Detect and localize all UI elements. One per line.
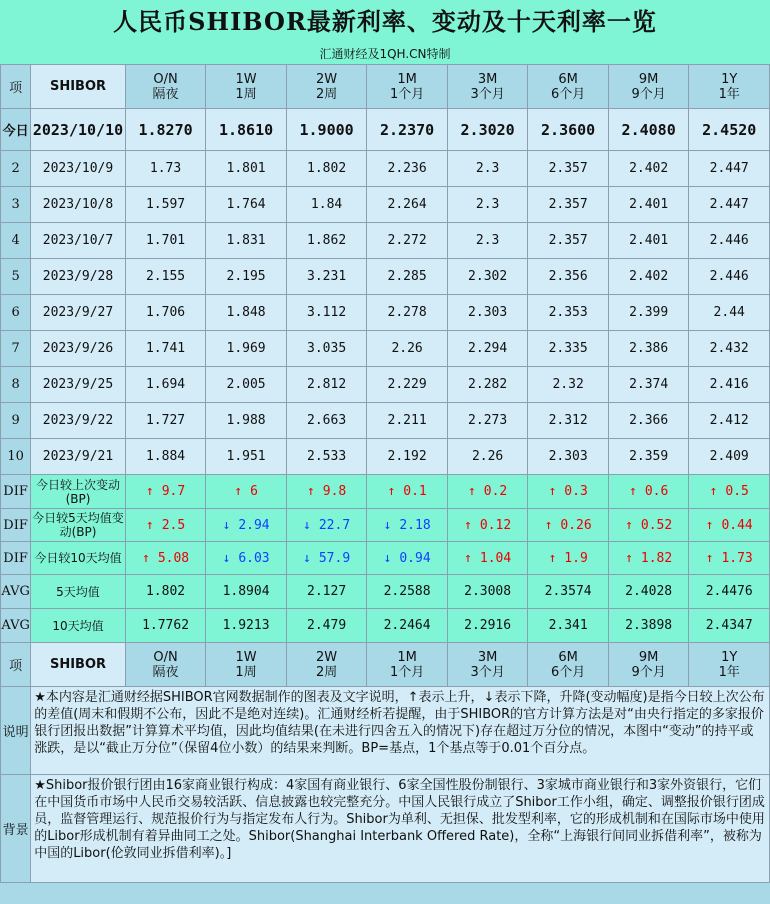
down-arrow-icon: ↓ — [383, 550, 392, 566]
avg-cell: 1.8904 — [206, 575, 287, 609]
avg-cell: 1.7762 — [125, 609, 206, 643]
up-arrow-icon: ↑ — [467, 484, 476, 499]
avg-cell: 2.3008 — [447, 575, 528, 609]
date-cell: 2023/9/21 — [31, 439, 126, 475]
dif-value: 1.82 — [640, 550, 673, 566]
page-subtitle: 汇通财经及1QH.CN特制 — [0, 44, 770, 64]
column-code: 9M — [638, 71, 659, 87]
dif-value: 6.03 — [238, 550, 270, 566]
rate-cell: 2.357 — [528, 151, 609, 187]
rate-cell: 2.32 — [528, 367, 609, 403]
rate-cell: 1.862 — [286, 223, 367, 259]
row-label: DIF — [1, 509, 31, 542]
down-arrow-icon: ↓ — [222, 550, 231, 566]
dif-value: 1.9 — [564, 550, 588, 566]
table-row — [1, 187, 770, 223]
rate-cell: 1.9000 — [286, 109, 367, 151]
rate-cell: 1.727 — [125, 403, 206, 439]
rate-cell: 3.035 — [286, 331, 367, 367]
avg-cell: 2.2464 — [367, 609, 448, 643]
rate-cell: 1.764 — [206, 187, 287, 223]
avg-cell: 2.479 — [286, 609, 367, 643]
rate-cell: 2.3600 — [528, 109, 609, 151]
table-row — [1, 475, 770, 509]
column-code: 1Y — [721, 71, 738, 87]
table-row — [1, 542, 770, 575]
dif-cell — [689, 509, 770, 542]
avg-label: 5天均值 — [31, 575, 126, 609]
row-label: 项 — [1, 643, 31, 687]
up-arrow-icon: ↑ — [464, 550, 472, 566]
rate-cell: 2.399 — [608, 295, 689, 331]
row-label: 9 — [1, 403, 31, 439]
dif-label: 今日较上次变动(BP) — [31, 475, 126, 509]
dif-value: 1.04 — [479, 550, 512, 566]
rate-cell: 2.26 — [447, 439, 528, 475]
date-cell: 2023/9/27 — [31, 295, 126, 331]
table-row — [1, 439, 770, 475]
rate-cell: 2.192 — [367, 439, 448, 475]
up-arrow-icon: ↑ — [145, 517, 154, 533]
up-arrow-icon: ↑ — [709, 484, 718, 499]
dif-value: 2.5 — [161, 517, 186, 533]
dif-cell — [689, 475, 770, 509]
rate-cell: 2.663 — [286, 403, 367, 439]
rate-cell: 2.272 — [367, 223, 448, 259]
table-row — [1, 109, 770, 151]
rate-cell: 2.432 — [689, 331, 770, 367]
rate-cell: 2.447 — [689, 151, 770, 187]
row-label: DIF — [1, 542, 31, 575]
avg-label: 10天均值 — [31, 609, 126, 643]
rate-cell: 2.446 — [689, 223, 770, 259]
rate-cell: 1.951 — [206, 439, 287, 475]
row-label: AVG — [1, 575, 31, 609]
column-header — [367, 65, 448, 109]
column-code: 2W — [316, 71, 338, 87]
table-row — [1, 295, 770, 331]
dif-value: 2.94 — [238, 517, 270, 533]
dif-cell — [367, 542, 448, 575]
table-row — [1, 775, 770, 883]
table-row — [1, 509, 770, 542]
up-arrow-icon: ↑ — [625, 517, 633, 533]
avg-cell: 2.2588 — [367, 575, 448, 609]
row-label: 6 — [1, 295, 31, 331]
avg-cell: 2.4347 — [689, 609, 770, 643]
row-label: 5 — [1, 259, 31, 295]
dif-value: 0.94 — [399, 550, 431, 566]
dif-cell — [528, 475, 609, 509]
column-code: O/N — [153, 649, 178, 665]
dif-value: 0.6 — [644, 484, 669, 499]
dif-value: 22.7 — [318, 517, 351, 533]
rate-cell: 2.366 — [608, 403, 689, 439]
column-name: 3个月 — [470, 664, 505, 680]
column-header — [286, 65, 367, 109]
dif-value: 0.3 — [564, 484, 588, 499]
dif-cell — [286, 509, 367, 542]
column-header — [447, 65, 528, 109]
dif-cell — [286, 542, 367, 575]
column-name: 3个月 — [470, 86, 505, 102]
dif-value: 5.08 — [157, 550, 190, 566]
table-row — [1, 609, 770, 643]
rate-cell: 1.988 — [206, 403, 287, 439]
column-name: 隔夜 — [152, 86, 179, 102]
column-name: 9个月 — [631, 664, 666, 680]
rate-cell: 1.597 — [125, 187, 206, 223]
up-arrow-icon: ↑ — [548, 550, 557, 566]
column-header — [689, 65, 770, 109]
rate-cell: 2.285 — [367, 259, 448, 295]
dif-cell — [447, 475, 528, 509]
row-label: 3 — [1, 187, 31, 223]
rate-cell: 2.357 — [528, 187, 609, 223]
column-name: 2周 — [315, 86, 338, 102]
avg-cell: 1.802 — [125, 575, 206, 609]
dif-cell — [447, 509, 528, 542]
rate-cell: 2.353 — [528, 295, 609, 331]
dif-value: 9.7 — [161, 484, 186, 499]
down-arrow-icon: ↓ — [303, 517, 311, 533]
rate-cell: 2.335 — [528, 331, 609, 367]
dif-value: 57.9 — [318, 550, 351, 566]
table-row — [1, 643, 770, 687]
column-code: 3M — [477, 649, 498, 665]
rate-cell: 2.3 — [447, 223, 528, 259]
rate-cell: 2.4080 — [608, 109, 689, 151]
column-header — [367, 643, 448, 687]
avg-cell: 1.9213 — [206, 609, 287, 643]
dif-value: 0.26 — [560, 517, 592, 533]
rate-cell: 2.26 — [367, 331, 448, 367]
rate-cell: 2.264 — [367, 187, 448, 223]
rate-cell: 1.884 — [125, 439, 206, 475]
up-arrow-icon: ↑ — [145, 484, 154, 499]
dif-value: 0.5 — [725, 484, 749, 499]
dif-cell — [367, 475, 448, 509]
column-name: 1周 — [235, 664, 257, 680]
rate-cell: 2.2370 — [367, 109, 448, 151]
column-header — [447, 643, 528, 687]
rate-cell: 2.294 — [447, 331, 528, 367]
row-label: 今日 — [1, 109, 31, 151]
rate-cell: 2.359 — [608, 439, 689, 475]
rate-cell: 2.3 — [447, 151, 528, 187]
rate-cell: 2.401 — [608, 223, 689, 259]
column-name: 1个月 — [389, 664, 425, 680]
dif-value: 0.12 — [479, 517, 512, 533]
rate-cell: 2.303 — [528, 439, 609, 475]
date-cell: 2023/9/22 — [31, 403, 126, 439]
rate-cell: 2.409 — [689, 439, 770, 475]
header-key: SHIBOR — [31, 65, 126, 109]
rate-cell: 1.706 — [125, 295, 206, 331]
column-name: 隔夜 — [152, 664, 179, 680]
date-cell: 2023/10/7 — [31, 223, 126, 259]
dif-label: 今日较5天均值变动(BP) — [31, 509, 126, 542]
rate-cell: 1.84 — [286, 187, 367, 223]
shibor-table — [0, 64, 770, 883]
dif-cell — [206, 542, 287, 575]
row-label: 项 — [1, 65, 31, 109]
rate-cell: 1.741 — [125, 331, 206, 367]
rate-cell: 2.4520 — [689, 109, 770, 151]
row-label: AVG — [1, 609, 31, 643]
rate-cell: 2.195 — [206, 259, 287, 295]
column-header — [528, 65, 609, 109]
column-name: 1个月 — [389, 86, 425, 102]
rate-cell: 2.386 — [608, 331, 689, 367]
rate-cell: 1.8610 — [206, 109, 287, 151]
date-cell: 2023/10/8 — [31, 187, 126, 223]
dif-cell — [125, 542, 206, 575]
dif-cell — [367, 509, 448, 542]
rate-cell: 2.155 — [125, 259, 206, 295]
notes-label: 说明 — [1, 687, 31, 775]
column-name: 1周 — [235, 86, 257, 102]
column-name: 6个月 — [550, 86, 586, 102]
background-text: ★Shibor报价银行团由16家商业银行构成：4家国有商业银行、6家全国性股份制银行、3家城市商业银行和3家外资银行，它们在中国货币市场中人民币交易较活跃、信息披露也较完整充分。中国人民银行成立了Shibor工作小组，确定、调整报价银行团成员，监督管理运行、规范报价行为与指定发布人行为。Shibor为单利、无担保、批发型利率，它的形成机制和在国际市场中使用的Libor形成机制有着异曲同工之处。Shibor(Shanghai Interbank Offered Rate)，全称“上海银行间同业拆借利率”，被称为中国的Libor(伦敦同业拆借利率)。] — [31, 775, 770, 883]
column-header — [125, 65, 206, 109]
rate-cell: 2.412 — [689, 403, 770, 439]
dif-value: 6 — [250, 484, 258, 499]
dif-cell — [125, 509, 206, 542]
avg-cell: 2.3898 — [608, 609, 689, 643]
rate-cell: 3.231 — [286, 259, 367, 295]
rate-cell: 2.533 — [286, 439, 367, 475]
table-row — [1, 403, 770, 439]
column-header — [608, 643, 689, 687]
header-key: SHIBOR — [31, 643, 126, 687]
dif-value: 0.2 — [483, 484, 508, 499]
rate-cell: 1.831 — [206, 223, 287, 259]
rate-cell: 2.3 — [447, 187, 528, 223]
up-arrow-icon: ↑ — [387, 484, 396, 499]
column-header — [286, 643, 367, 687]
up-arrow-icon: ↑ — [234, 484, 243, 499]
rate-cell: 2.416 — [689, 367, 770, 403]
up-arrow-icon: ↑ — [306, 484, 315, 499]
dif-value: 1.73 — [721, 550, 753, 566]
up-arrow-icon: ↑ — [141, 550, 150, 566]
column-header — [528, 643, 609, 687]
row-label: 8 — [1, 367, 31, 403]
dif-value: 0.52 — [640, 517, 673, 533]
dif-cell — [206, 475, 287, 509]
table-row — [1, 367, 770, 403]
column-name: 2周 — [315, 664, 338, 680]
column-code: 6M — [558, 649, 578, 665]
rate-cell: 2.44 — [689, 295, 770, 331]
avg-cell: 2.4028 — [608, 575, 689, 609]
rate-cell: 2.302 — [447, 259, 528, 295]
rate-cell: 3.112 — [286, 295, 367, 331]
table-row — [1, 331, 770, 367]
table-row — [1, 65, 770, 109]
column-header — [125, 643, 206, 687]
rate-cell: 2.3020 — [447, 109, 528, 151]
rate-cell: 2.273 — [447, 403, 528, 439]
row-label: 4 — [1, 223, 31, 259]
column-header — [608, 65, 689, 109]
row-label: 10 — [1, 439, 31, 475]
rate-cell: 2.278 — [367, 295, 448, 331]
up-arrow-icon: ↑ — [464, 517, 472, 533]
rate-cell: 2.447 — [689, 187, 770, 223]
date-cell: 2023/10/9 — [31, 151, 126, 187]
rate-cell: 2.357 — [528, 223, 609, 259]
rate-cell: 2.211 — [367, 403, 448, 439]
up-arrow-icon: ↑ — [628, 484, 637, 499]
rate-cell: 2.282 — [447, 367, 528, 403]
rate-cell: 2.005 — [206, 367, 287, 403]
rate-cell: 2.446 — [689, 259, 770, 295]
dif-cell — [286, 475, 367, 509]
dif-cell — [447, 542, 528, 575]
rate-cell: 2.312 — [528, 403, 609, 439]
dif-value: 0.1 — [403, 484, 427, 499]
dif-value: 2.18 — [399, 517, 431, 533]
table-row — [1, 575, 770, 609]
column-code: 1W — [235, 71, 257, 87]
column-code: 1M — [397, 649, 417, 665]
column-code: 1W — [235, 649, 257, 665]
avg-cell: 2.341 — [528, 609, 609, 643]
down-arrow-icon: ↓ — [303, 550, 311, 566]
table-row — [1, 259, 770, 295]
column-code: 9M — [638, 649, 659, 665]
column-code: 1M — [397, 71, 417, 87]
column-name: 9个月 — [631, 86, 666, 102]
date-cell: 2023/10/10 — [31, 109, 126, 151]
column-code: O/N — [153, 71, 178, 87]
dif-cell — [608, 542, 689, 575]
up-arrow-icon: ↑ — [705, 550, 714, 566]
dif-value: 9.8 — [322, 484, 347, 499]
dif-cell — [206, 509, 287, 542]
table-row — [1, 223, 770, 259]
background-label: 背景 — [1, 775, 31, 883]
up-arrow-icon: ↑ — [705, 517, 714, 533]
rate-cell: 2.229 — [367, 367, 448, 403]
rate-cell: 1.73 — [125, 151, 206, 187]
date-cell: 2023/9/28 — [31, 259, 126, 295]
row-label: 2 — [1, 151, 31, 187]
up-arrow-icon: ↑ — [548, 484, 557, 499]
avg-cell: 2.3574 — [528, 575, 609, 609]
dif-cell — [125, 475, 206, 509]
column-name: 6个月 — [550, 664, 586, 680]
rate-cell: 2.402 — [608, 259, 689, 295]
rate-cell: 1.694 — [125, 367, 206, 403]
column-code: 6M — [558, 71, 578, 87]
dif-cell — [608, 475, 689, 509]
avg-cell: 2.127 — [286, 575, 367, 609]
up-arrow-icon: ↑ — [544, 517, 553, 533]
rate-cell: 1.701 — [125, 223, 206, 259]
rate-cell: 2.374 — [608, 367, 689, 403]
dif-cell — [528, 542, 609, 575]
rate-cell: 1.8270 — [125, 109, 206, 151]
table-row — [1, 151, 770, 187]
dif-value: 0.44 — [721, 517, 753, 533]
date-cell: 2023/9/25 — [31, 367, 126, 403]
column-name: 1年 — [718, 86, 740, 102]
dif-label: 今日较10天均值 — [31, 542, 126, 575]
column-code: 3M — [477, 71, 498, 87]
avg-cell: 2.2916 — [447, 609, 528, 643]
rate-cell: 1.969 — [206, 331, 287, 367]
row-label: DIF — [1, 475, 31, 509]
column-header — [206, 643, 287, 687]
dif-cell — [608, 509, 689, 542]
column-header — [206, 65, 287, 109]
rate-cell: 2.401 — [608, 187, 689, 223]
avg-cell: 2.4476 — [689, 575, 770, 609]
rate-cell: 1.801 — [206, 151, 287, 187]
up-arrow-icon: ↑ — [625, 550, 633, 566]
dif-cell — [689, 542, 770, 575]
rate-cell: 2.303 — [447, 295, 528, 331]
column-code: 1Y — [721, 649, 738, 665]
rate-cell: 2.356 — [528, 259, 609, 295]
down-arrow-icon: ↓ — [222, 517, 231, 533]
page-title: 人民币SHIBOR最新利率、变动及十天利率一览 — [0, 0, 770, 44]
table-row — [1, 687, 770, 775]
column-name: 1年 — [718, 664, 740, 680]
row-label: 7 — [1, 331, 31, 367]
rate-cell: 1.848 — [206, 295, 287, 331]
column-header — [689, 643, 770, 687]
dif-cell — [528, 509, 609, 542]
rate-cell: 2.402 — [608, 151, 689, 187]
column-code: 2W — [316, 649, 338, 665]
rate-cell: 2.812 — [286, 367, 367, 403]
notes-text: ★本内容是汇通财经据SHIBOR官网数据制作的图表及文字说明，↑表示上升，↓表示下降，升降(变动幅度)是指今日较上次公布的差值(周末和假期不公布，因此不是绝对连续)。汇通财经析若提醒，由于SHIBOR的官方计算方法是对“由央行指定的多家报价银行团报出数据”计算算术平均值，因此均值结果(在未进行四舍五入的情况下)存在超过万分位的情况，本图中“变动”的持平或涨跌，是以“截止万分位”（保留4位小数）的结果来判断。BP=基点，1个基点等于0.01个百分点。 — [31, 687, 770, 775]
date-cell: 2023/9/26 — [31, 331, 126, 367]
rate-cell: 2.236 — [367, 151, 448, 187]
down-arrow-icon: ↓ — [383, 517, 392, 533]
rate-cell: 1.802 — [286, 151, 367, 187]
